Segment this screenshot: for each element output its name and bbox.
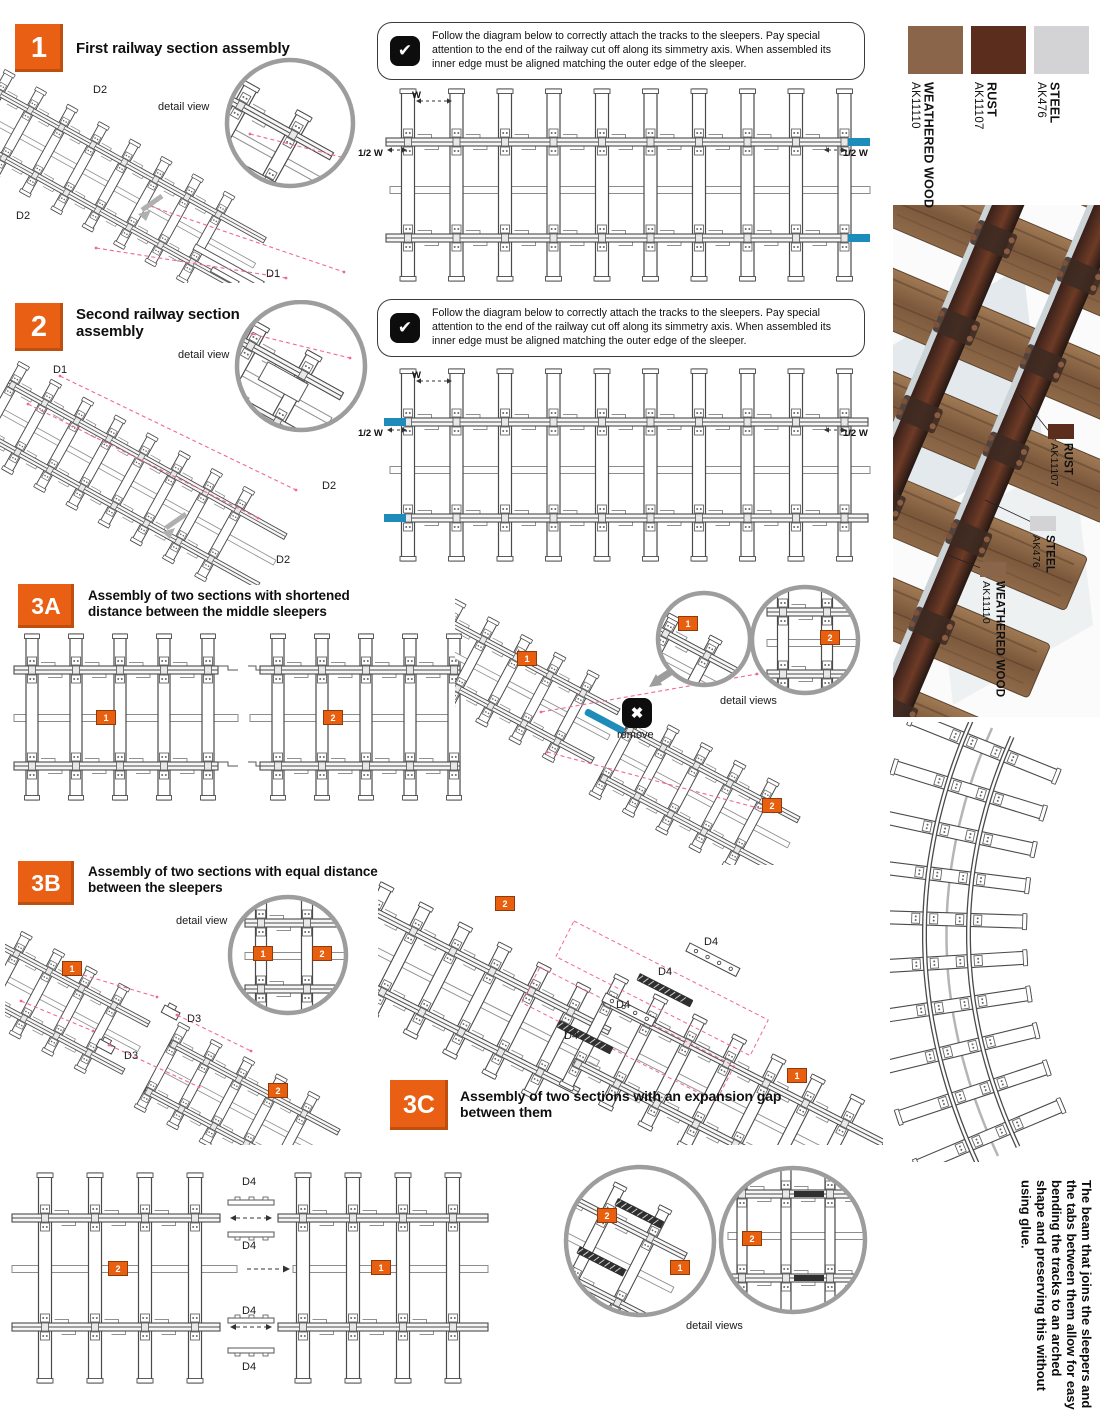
label-d2: D2 [93,84,108,96]
label-half-w: 1/2 W [843,428,868,439]
part-badge-2: 2 [495,896,515,911]
step3a-number: 3A [31,592,61,619]
check-glyph: ✔ [397,41,413,60]
note-box-step1 [377,22,865,80]
label-d4: D4 [242,1361,257,1373]
callout-swatch [1048,424,1074,439]
label-detail-view: detail view [158,101,210,113]
part-badge-1: 1 [62,961,82,976]
part-badge-1: 1 [253,946,273,961]
part-badge-2: 2 [597,1208,617,1223]
label-detail-view: detail view [176,915,228,927]
paint-code: AK11107 [972,82,985,130]
label-d2: D2 [16,210,31,222]
part-badge-1: 1 [371,1260,391,1275]
step3b-title: Assembly of two sections with equal distance between the sleepers [88,864,378,895]
part-badge-1: 1 [517,651,537,666]
callout-rust [1048,424,1074,487]
paint-code: AK476 [1035,82,1048,119]
paint-name: WEATHERED WOOD [993,581,1006,698]
paint-swatch [1034,26,1089,74]
part-badge-1: 1 [670,1260,690,1275]
callout-swatch [980,562,1006,577]
step3c-badge [390,1080,448,1130]
paint-name: WEATHERED WOOD [921,82,936,209]
paint-weathered-wood [908,26,966,242]
paint-code: AK11107 [1048,443,1061,487]
step1-title: First railway section assembly [76,40,290,57]
note-text-step2: Follow the diagram below to correctly attach the tracks to the sleepers. Pay special attention to the end of the railway cut off along its simmetry axis. When assembled its inner edge must be aligned matching the outer edge of the sleeper. [432,307,832,347]
label-w: W [412,90,421,101]
note-text-step1: Follow the diagram below to correctly attach the tracks to the sleepers. Pay special attention to the end of the railway cut off along its simmetry axis. When assembled its inner edge must be aligned matching the outer edge of the sleeper. [432,30,832,70]
label-d4: D4 [704,936,719,948]
check-glyph: ✔ [397,318,413,337]
check-icon [390,313,420,343]
label-d4: D4 [242,1176,257,1188]
paint-code: AK11110 [909,82,922,129]
part-badge-2: 2 [762,798,782,813]
step3a-plan-section1 [12,632,240,804]
step2-number: 2 [30,310,48,343]
label-d1: D1 [266,268,281,280]
step3c-number: 3C [403,1090,435,1119]
part-badge-2: 2 [312,946,332,961]
paint-steel [1034,26,1092,242]
paint-name: RUST [1061,443,1074,476]
part-badge-1: 1 [787,1068,807,1083]
label-d2: D2 [276,554,291,566]
label-detail-views: detail views [720,695,777,707]
step1-plan-diagram [356,86,872,286]
part-badge-1: 1 [678,616,698,631]
label-half-w: 1/2 W [358,148,383,159]
step2-title: Second railway section assembly [76,306,240,341]
paint-name: STEEL [1047,82,1062,124]
remove-icon [622,698,652,728]
label-w: W [412,370,421,381]
step3b-number: 3B [31,869,61,896]
label-d1: D1 [53,364,68,376]
label-half-w: 1/2 W [358,428,383,439]
label-detail-view: detail view [178,349,230,361]
label-d4: D4 [658,966,673,978]
label-remove: remove [617,729,654,741]
callout-weathered-wood [980,562,1006,697]
part-badge-2: 2 [742,1231,762,1246]
remove-glyph: ✖ [630,705,644,722]
step3a-badge [18,584,74,628]
label-d2: D2 [322,480,337,492]
label-d3: D3 [187,1013,202,1025]
part-badge-2: 2 [323,710,343,725]
callout-steel [1030,516,1056,573]
part-badge-2: 2 [820,630,840,645]
note-box-step2 [377,299,865,357]
step2-badge [15,303,63,351]
curved-track-diagram [890,722,1090,1162]
part-badge-2: 2 [108,1261,128,1276]
step3b-badge [18,861,74,905]
step3c-detail-circles [560,1150,885,1335]
part-badge-1: 1 [96,710,116,725]
label-detail-views: detail views [686,1320,743,1332]
step3a-title: Assembly of two sections with shortened distance between the middle sleepers [88,588,350,619]
check-icon [390,36,420,66]
paint-code: AK476 [1030,535,1043,569]
label-d3: D3 [124,1050,139,1062]
label-d4: D4 [242,1305,257,1317]
paint-name: RUST [984,82,999,117]
step3a-isometric-diagram [455,560,880,865]
step3a-plan-section2 [248,632,463,804]
step1-isometric-diagram [0,48,372,283]
step3c-title: Assembly of two sections with an expansion gap between them [460,1088,782,1121]
step2-plan-diagram [356,366,872,566]
paint-name: STEEL [1043,535,1056,574]
paint-swatch [908,26,963,74]
step1-badge [15,24,63,72]
callout-swatch [1030,516,1056,531]
bending-note: The beam that joins the sleepers and the tabs between them allow for easy bending the tracks to an arched shape and preserving this without using glue. [1018,1180,1094,1410]
label-d4: D4 [242,1240,257,1252]
part-badge-2: 2 [268,1083,288,1098]
step3c-plan-diagram [10,1158,555,1408]
paint-rust [971,26,1029,242]
label-d4: D4 [616,999,631,1011]
paint-code: AK11110 [980,581,993,624]
label-half-w: 1/2 W [843,148,868,159]
step1-number: 1 [30,31,48,64]
label-d4: D4 [564,1030,579,1042]
paint-swatch [971,26,1026,74]
